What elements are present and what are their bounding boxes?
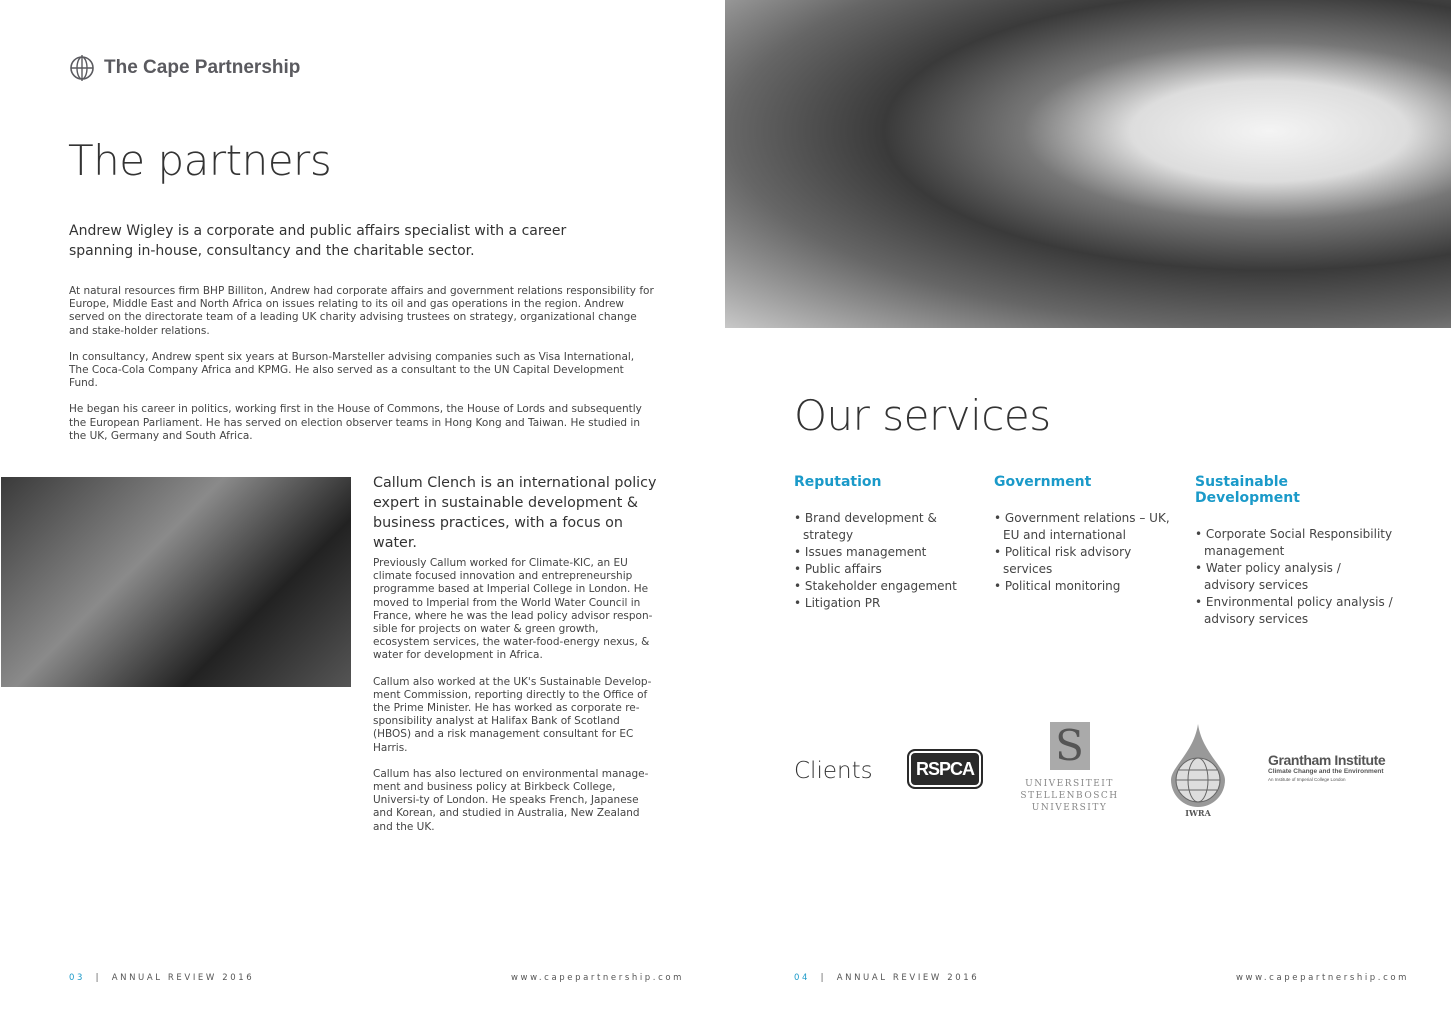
panel-photo [1,477,351,687]
service-item: • Public affairs [794,562,882,576]
service-item: • Corporate Social Responsibility management [1195,527,1393,558]
stellenbosch-logo [1022,722,1117,814]
callum-bio [373,557,658,847]
left-footer-url[interactable]: www.capepartnership.com [511,973,685,983]
footer-label: ANNUAL REVIEW 2016 [111,973,255,983]
service-sustainable-development [1195,474,1395,628]
water-drop-globe-icon [1169,722,1227,808]
rspca-logo: RSPCA [907,749,983,789]
service-heading: Reputation [794,474,882,490]
service-item: • Brand development & strategy [794,511,937,542]
service-item: • Issues management [794,545,927,559]
andrew-paragraph: In consultancy, Andrew spent six years at Burson-Marsteller advising companies such as Visa International, The Coca-Cola Company Africa and KPMG. He also served as a consultant to the UN Capital Development Fund. [69,350,635,390]
andrew-bio [69,285,654,456]
footer-separator: | [95,973,102,983]
service-item: • Government relations – UK, EU and international [994,511,1170,542]
service-heading: Government [994,474,1092,490]
logo-line: UNIVERSITEIT [1025,779,1114,789]
page-title-partners: The partners [68,136,332,185]
service-government [994,474,1184,595]
andrew-paragraph: He began his career in politics, working first in the House of Commons, the House of Lords and subsequently the European Parliament. He has served on election observer teams in Hong Kong and Taiwan. He studied in the UK, Germany and South Africa. [69,403,642,442]
service-item: • Political monitoring [994,579,1121,593]
logo-line: UNIVERSITY [1031,803,1108,813]
iwra-logo [1168,722,1228,818]
service-heading: Sustainable Development [1195,474,1300,506]
page-number: 03 [69,973,86,983]
page-number: 04 [794,973,811,983]
right-footer [794,973,979,983]
service-reputation [794,474,989,612]
cape-partnership-logo [68,54,300,82]
right-footer-url[interactable]: www.capepartnership.com [1236,973,1410,983]
callum-lead: Callum Clench is an international policy expert in sustainable development & business practices, with a focus on water. [373,475,657,551]
service-item: • Political risk advisory services [994,545,1132,576]
grantham-logo [1268,752,1385,782]
grantham-sub: Climate Change and the Environment [1268,768,1384,775]
iwra-text: IWRA [1185,808,1211,818]
globe-icon [68,54,96,82]
andrew-lead: Andrew Wigley is a corporate and public affairs specialist with a career spanning in-house, consultancy and the charitable sector. [69,223,567,259]
callum-paragraph: Callum also worked at the UK's Sustainable Develop-ment Commission, reporting directly to the Office of the Prime Minister. He has worked as corporate re-sponsibility analyst at Halifax Bank of Scotland (HBOS) and a risk management consultant for EC Harris. [373,675,652,754]
service-item: • Stakeholder engagement [794,579,957,593]
clients-label: Clients [794,758,873,784]
page-title-services: Our services [794,391,1051,440]
wave-photo [725,0,1451,328]
logo-line: STELLENBOSCH [1020,791,1119,801]
service-item: • Environmental policy analysis / advisory services [1195,595,1393,626]
service-item: • Water policy analysis / advisory services [1195,561,1341,592]
callum-paragraph: Previously Callum worked for Climate-KIC, an EU climate focused innovation and entrepreneurship programme based at Imperial College in London. He moved to Imperial from the World Water Council in France, where he was the lead policy advisor respon-sible for projects on water & green growth, ecosystem services, the water-food-energy nexus, & water for development in Africa. [373,557,653,662]
footer-label: ANNUAL REVIEW 2016 [836,973,980,983]
logo-text: The Cape Partnership [104,57,301,78]
footer-separator: | [820,973,827,983]
callum-paragraph: Callum has also lectured on environmental manage-ment and business policy at Birkbeck College, Universi-ty of London. He speaks French, Japanese and Korean, and studied in Australia, New Zealand and the UK. [373,767,649,833]
service-item: • Litigation PR [794,596,881,610]
left-footer [69,973,254,983]
grantham-tag: An Institute of Imperial College London [1268,777,1346,782]
grantham-name: Grantham Institute [1268,752,1386,768]
andrew-paragraph: At natural resources firm BHP Billiton, Andrew had corporate affairs and government relations responsibility for Europe, Middle East and North Africa on issues relating to its oil and gas operations in the region. Andrew served on the directorate team of a leading UK charity advising trustees on strategy, organizational change and stake-holder relations. [69,285,654,337]
stellenbosch-emblem: S [1050,722,1090,770]
